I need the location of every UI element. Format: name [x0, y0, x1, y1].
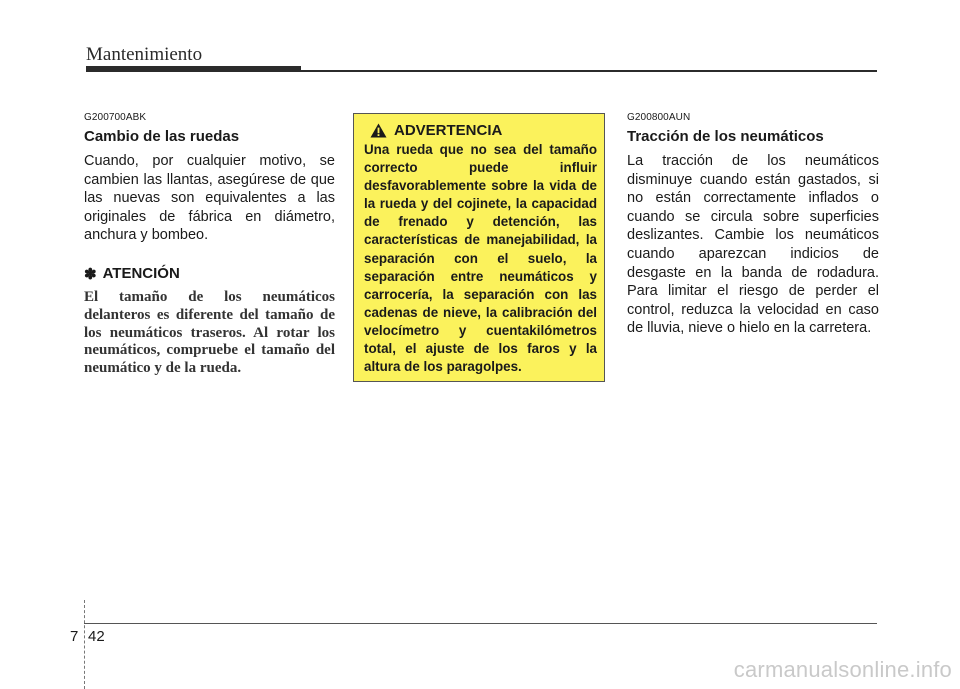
header-rule-thick [86, 66, 301, 72]
warning-triangle-icon [370, 123, 387, 138]
footer-divider-vertical [84, 600, 85, 689]
warning-label: ADVERTENCIA [394, 122, 503, 139]
section-body: Cuando, por cualquier motivo, se cambien las llantas, asegúrese de que las nuevas son equivalentes a las originales de fábrica en diámetro, anchura y bombeo. [84, 153, 335, 244]
asterisk-icon: ✽ [84, 265, 97, 283]
section-heading: Cambio de las ruedas [84, 128, 240, 145]
chapter-number: 7 [70, 628, 79, 645]
section-code: G200700ABK [84, 112, 147, 123]
section-code: G200800AUN [627, 112, 691, 123]
warning-box [353, 113, 605, 382]
watermark-text: carmanualsonline.info [733, 657, 952, 682]
attention-heading [84, 265, 335, 283]
section-title: Mantenimiento [86, 44, 203, 65]
header-rule-thin [300, 70, 877, 72]
attention-label: ATENCIÓN [102, 265, 180, 283]
section-heading: Tracción de los neumáticos [627, 128, 824, 145]
footer-divider-horizontal [84, 623, 877, 624]
attention-body: El tamaño de los neumáticos delanteros es diferente del tamaño de los neumáticos traseros. Al rotar los neumáticos, compruebe el tamaño del neumático y de la rueda. [84, 288, 335, 377]
section-body: La tracción de los neumáticos disminuye cuando están gastados, si no están correctamente inflados o cuando se circula sobre superficies deslizantes. Cambie los neumáticos cuando aparezcan indicios de desgaste en la banda de rodadura. Para limitar el riesgo de perder el control, reduzca la velocidad en caso de lluvia, nieve o hielo en la carretera. [627, 153, 879, 337]
warning-body: Una rueda que no sea del tamaño correcto puede influir desfavorablemente sobre la vida de la rueda y del cojinete, la capacidad de frenado y detención, las características de manejabilidad, la separación con el suelo, la separación entre neumáticos y carrocería, la separación con las cadenas de nieve, la calibración del velocímetro y cuentakilómetros total, el ajuste de los faros y la altura de los paragolpes. [364, 142, 597, 375]
page-number: 42 [88, 628, 105, 645]
warning-heading [370, 122, 597, 139]
left-column [84, 112, 335, 378]
right-column [627, 112, 879, 338]
